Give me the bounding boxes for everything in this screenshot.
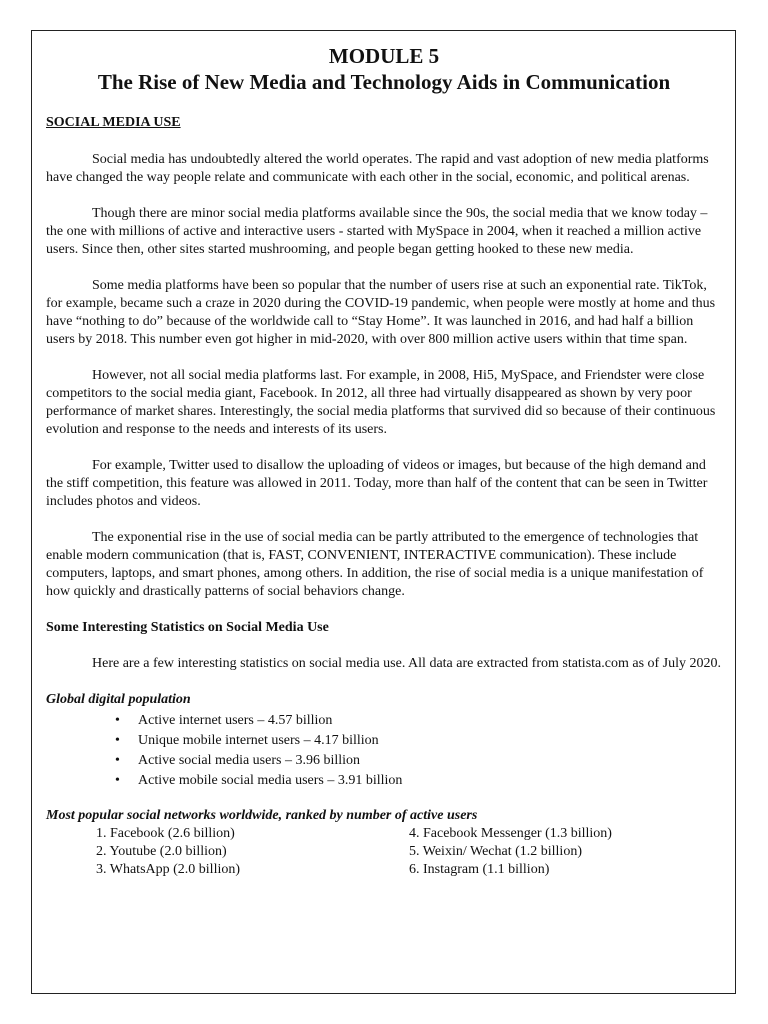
list-item: 5. Weixin/ Wechat (1.2 billion) (409, 844, 582, 859)
title-block (46, 43, 722, 95)
paragraph-4: However, not all social media platforms last. For example, in 2008, Hi5, MySpace, and Friendster were close competitors to the social media giant, Facebook. In 2012, all three had virtually disappeared as shown by very poor performance of market shares. Interestingly, the social media platforms that survived did so because of their continuous evolution and response to the needs and interests of its users. (46, 368, 716, 437)
global-population-list (46, 711, 722, 791)
paragraph-1: Social media has undoubtedly altered the world operates. The rapid and vast adoption of new media platforms have changed the way people relate and communicate with each other in the social, economic, and political arenas. (46, 152, 709, 185)
paragraph-3: Some media platforms have been so popular that the number of users rise at such an exponential rate. TikTok, for example, became such a craze in 2020 during the COVID-19 pandemic, when people were mostly at home and thus have “nothing to do” because of the worldwide call to “Stay Home”. It was launched in 2016, and had half a billion users by 2018. This number even got higher in mid-2020, with over 800 million active users within that time span. (46, 278, 716, 347)
document-body (46, 43, 722, 879)
list-item: • Active mobile social media users – 3.91 billion (138, 771, 722, 791)
networks-list (46, 825, 722, 879)
global-population-heading: Global digital population (46, 692, 191, 707)
section-heading: SOCIAL MEDIA USE (46, 115, 181, 130)
networks-heading: Most popular social networks worldwide, ranked by number of active users (46, 808, 478, 823)
list-item: 2. Youtube (2.0 billion) (96, 844, 227, 859)
networks-column-left (96, 825, 409, 879)
module-subtitle: The Rise of New Media and Technology Aids in Communication (97, 70, 671, 94)
paragraph-6: The exponential rise in the use of social media can be partly attributed to the emergence of technologies that enable modern communication (that is, FAST, CONVENIENT, INTERACTIVE communication). These include computers, laptops, and smart phones, among others. In addition, the rise of social media is a unique manifestation of how quickly and drastically patterns of social behaviors change. (46, 530, 704, 599)
stats-heading: Some Interesting Statistics on Social Media Use (46, 620, 329, 635)
stats-intro: Here are a few interesting statistics on social media use. All data are extracted from statista.com as of July 2020. (92, 656, 722, 671)
list-item: 4. Facebook Messenger (1.3 billion) (409, 826, 612, 841)
paragraph-2: Though there are minor social media platforms available since the 90s, the social media that we know today – the one with millions of active and interactive users - started with MySpace in 2004, when it reached a million active users. Since then, other sites started mushrooming, and people began getting hooked to these new media. (46, 206, 708, 257)
module-title: MODULE 5 (328, 44, 440, 68)
list-item: • Active social media users – 3.96 billion (138, 751, 722, 771)
list-item: • Active internet users – 4.57 billion (138, 711, 722, 731)
networks-column-right (409, 825, 722, 879)
paragraph-5: For example, Twitter used to disallow the uploading of videos or images, but because of the high demand and the stiff competition, this feature was allowed in 2011. Today, more than half of the content that can be seen in Twitter includes photos and videos. (46, 458, 708, 509)
list-item: 1. Facebook (2.6 billion) (96, 826, 235, 841)
list-item: 6. Instagram (1.1 billion) (409, 862, 550, 877)
list-item: • Unique mobile internet users – 4.17 billion (138, 731, 722, 751)
list-item: 3. WhatsApp (2.0 billion) (96, 862, 241, 877)
